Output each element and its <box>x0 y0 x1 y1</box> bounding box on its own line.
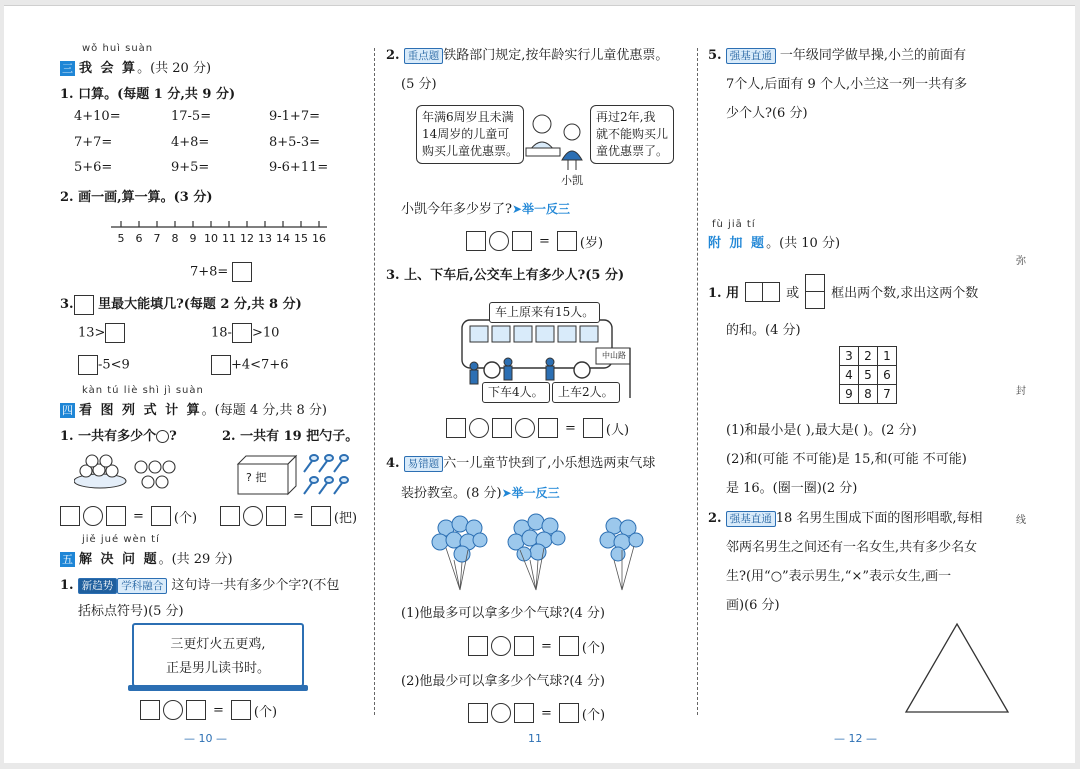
hidden-spoons-label: ? 把 <box>246 471 267 484</box>
operator-circle[interactable] <box>489 231 509 251</box>
equals-sign: = <box>539 233 550 249</box>
kid-name-label: 小凯 <box>561 174 583 187</box>
calc-item: 9-6+11= <box>269 160 329 175</box>
speech-bubble-kid <box>590 105 674 164</box>
calc-item: 8+5-3= <box>269 135 320 150</box>
section-pinyin: kàn tú liè shì jì suàn <box>82 385 204 396</box>
triangle-shape <box>902 620 1012 716</box>
unit-label: (个) <box>173 510 198 526</box>
get-on-label: 上车2人。 <box>552 382 620 403</box>
error-prone-tag: 易错题 <box>404 456 444 472</box>
section-header-3 <box>60 57 211 76</box>
trend-tag: 新趋势 <box>78 578 118 594</box>
question-text-cont: 画)(6 分) <box>726 598 780 613</box>
section-pinyin: wǒ huì suàn <box>82 43 154 54</box>
poem-card <box>132 623 304 687</box>
bonus-question-1 <box>708 274 978 309</box>
bus-stop-sign: 中山路 <box>602 351 626 360</box>
section-points: 。(共 10 分) <box>766 236 841 251</box>
section-number-mark: 三 <box>62 62 73 75</box>
horizontal-frame-icon <box>745 282 780 302</box>
question-text: 这句诗一共有多少个字?(不包 <box>171 578 340 593</box>
answer-box[interactable] <box>466 231 486 251</box>
equation-row <box>446 418 629 438</box>
question-points: (5 分) <box>401 77 437 92</box>
question-text: 框出两个数,求出这两个数 <box>831 286 979 301</box>
section-pinyin: fù jiā tí <box>712 219 756 230</box>
equation <box>190 262 252 282</box>
operator-circle[interactable] <box>491 636 511 656</box>
poem-card-base <box>128 685 308 691</box>
question-text: 装扮教室。(8 分) <box>401 486 502 501</box>
answer-box[interactable] <box>468 636 488 656</box>
section-number-mark: 四 <box>62 404 73 417</box>
answer-box[interactable] <box>266 506 286 526</box>
question-text-cont: 括标点符号)(5 分) <box>78 604 184 619</box>
equation-row <box>468 636 605 656</box>
number-line-label: 15 <box>294 232 308 245</box>
foundation-tag: 强基直通 <box>726 48 776 64</box>
answer-box[interactable] <box>140 700 160 720</box>
question-number: 2. <box>386 48 400 63</box>
question-end: ? <box>169 429 177 444</box>
answer-box[interactable] <box>514 636 534 656</box>
calc-item: 4+10= <box>74 109 121 124</box>
sub-question: (2)和(可能 不可能)是 15,和(可能 不可能) <box>726 452 967 467</box>
grid-cell[interactable]: 3 <box>840 347 859 366</box>
question-number: 2. <box>708 511 722 526</box>
equation-text: 7+8= <box>190 264 229 280</box>
answer-box[interactable] <box>220 506 240 526</box>
question-label: 2. 一共有 19 把勺子。 <box>222 429 359 444</box>
answer-box[interactable] <box>557 231 577 251</box>
grid-cell[interactable]: 4 <box>840 366 859 385</box>
operator-circle[interactable] <box>243 506 263 526</box>
equation-row <box>468 703 605 723</box>
question-text-cont <box>401 482 560 501</box>
foundation-tag: 强基直通 <box>726 511 776 527</box>
margin-char: 弥 <box>1016 256 1026 267</box>
operator-circle[interactable] <box>491 703 511 723</box>
equals-sign: = <box>133 508 144 524</box>
bubble-line: 年满6周岁且未满 <box>422 110 514 124</box>
number-grid <box>839 346 897 404</box>
practice-link[interactable]: ➤举一反三 <box>501 486 560 500</box>
question-text: 一年级同学做早操,小兰的前面有 <box>779 48 966 63</box>
question-label: 1. 口算。(每题 1 分,共 9 分) <box>60 87 236 102</box>
number-line-label: 13 <box>258 232 272 245</box>
margin-char: 封 <box>1016 386 1026 397</box>
practice-link[interactable]: ➤举一反三 <box>511 202 571 216</box>
unit-label: (个) <box>581 640 606 656</box>
bubble-line: 购买儿童优惠票。 <box>422 144 519 158</box>
inequality <box>78 355 130 375</box>
answer-box[interactable] <box>232 323 252 343</box>
number-line-label: 16 <box>312 232 326 245</box>
equals-sign: = <box>293 508 304 524</box>
answer-box[interactable] <box>211 355 231 375</box>
grid-cell[interactable]: 6 <box>878 366 897 385</box>
grid-cell[interactable]: 2 <box>859 347 878 366</box>
question-label <box>386 44 668 64</box>
question-text <box>401 198 570 217</box>
inequality-prefix: 18- <box>211 325 232 341</box>
apple-icon <box>156 430 169 443</box>
section-points: 。(每题 4 分,共 8 分) <box>201 403 327 418</box>
number-line-label: 5 <box>117 232 125 245</box>
grid-cell[interactable]: 1 <box>878 347 897 366</box>
answer-box[interactable] <box>106 506 126 526</box>
answer-box[interactable] <box>60 506 80 526</box>
calc-item: 5+6= <box>74 160 113 175</box>
section-header-5 <box>60 548 233 567</box>
section-title: 看 图 列 式 计 算 <box>79 403 202 418</box>
inequality <box>211 355 289 375</box>
question-text-cont: 的和。(4 分) <box>726 323 801 338</box>
fruit-illustration <box>74 449 194 499</box>
grid-cell[interactable]: 8 <box>859 385 878 404</box>
question-text: 或 <box>786 286 800 301</box>
operator-circle[interactable] <box>515 418 535 438</box>
balloon-bunches-illustration <box>424 510 664 592</box>
number-line-label: 9 <box>189 232 197 245</box>
section-number-mark: 五 <box>62 553 73 566</box>
bubble-line: 再过2年,我 <box>596 110 656 124</box>
answer-box[interactable] <box>231 700 251 720</box>
question-label <box>60 425 177 444</box>
section-header-4 <box>60 399 327 418</box>
answer-box[interactable] <box>232 262 252 282</box>
question-label <box>60 574 339 594</box>
bubble-line: 就不能购买儿 <box>596 127 669 141</box>
question-label <box>386 452 655 472</box>
answer-box[interactable] <box>559 636 579 656</box>
page-number: — 12 — <box>834 732 877 745</box>
inequality-prefix: 13> <box>78 325 106 341</box>
section-points: 。(共 20 分) <box>137 61 212 76</box>
section-title: 附 加 题 <box>708 236 767 251</box>
question-number: 3. <box>60 297 74 312</box>
page-number: — 10 — <box>184 732 227 745</box>
question-text-cont: 7个人,后面有 9 个人,小兰这一列一共有多 <box>726 77 968 92</box>
answer-box[interactable] <box>538 418 558 438</box>
column-divider <box>374 48 375 715</box>
grid-cell[interactable]: 5 <box>859 366 878 385</box>
number-line-label: 14 <box>276 232 290 245</box>
grid-cell[interactable]: 9 <box>840 385 859 404</box>
question-number: 1. <box>60 578 74 593</box>
question-text: 18 名男生围成下面的图形唱歌,每相 <box>775 511 983 526</box>
column-divider <box>697 48 698 715</box>
get-off-label: 下车4人。 <box>482 382 550 403</box>
ticket-clerk-and-boy-illustration <box>524 110 588 172</box>
answer-box[interactable] <box>105 323 125 343</box>
calc-item: 17-5= <box>171 109 212 124</box>
number-line-label: 11 <box>222 232 236 245</box>
sub-question: (2)他最少可以拿多少个气球?(4 分) <box>401 674 605 689</box>
question-text: 铁路部门规定,按年龄实行儿童优惠票。 <box>443 48 669 63</box>
section-title: 我 会 算 <box>79 61 138 76</box>
vertical-frame-icon <box>805 274 825 309</box>
answer-box[interactable] <box>512 231 532 251</box>
calc-item: 4+8= <box>171 135 210 150</box>
equation-row <box>220 506 357 526</box>
question-text: 里最大能填几?(每题 2 分,共 8 分) <box>98 297 302 312</box>
equals-sign: = <box>213 702 224 718</box>
question-text: 六一儿童节快到了,小乐想选两束气球 <box>443 456 656 471</box>
calc-item: 7+7= <box>74 135 113 150</box>
answer-box[interactable] <box>492 418 512 438</box>
answer-box[interactable] <box>583 418 603 438</box>
page-number: 11 <box>528 732 542 745</box>
bubble-line: 童优惠票了。 <box>596 144 669 158</box>
equals-sign: = <box>565 420 576 436</box>
operator-circle[interactable] <box>469 418 489 438</box>
unit-label: (个) <box>581 707 606 723</box>
answer-box[interactable] <box>311 506 331 526</box>
answer-box[interactable] <box>468 703 488 723</box>
question-label <box>708 44 966 64</box>
sub-question: (1)和最小是( ),最大是( )。(2 分) <box>726 423 917 438</box>
number-line-label: 6 <box>135 232 143 245</box>
section-points: 。(共 29 分) <box>158 552 233 567</box>
bus-top-label: 车上原来有15人。 <box>489 302 600 323</box>
answer-box[interactable] <box>186 700 206 720</box>
question-label-3 <box>60 293 302 315</box>
inequality-suffix: -5<9 <box>98 357 130 373</box>
answer-box[interactable] <box>514 703 534 723</box>
unit-label: (人) <box>605 422 630 438</box>
section-title: 解 决 问 题 <box>79 552 159 567</box>
grid-cell[interactable]: 7 <box>878 385 897 404</box>
equation-row <box>140 700 277 720</box>
key-question-tag: 重点题 <box>404 48 444 64</box>
operator-circle[interactable] <box>83 506 103 526</box>
answer-box[interactable] <box>559 703 579 723</box>
margin-char: 线 <box>1016 515 1026 526</box>
calc-item: 9+5= <box>171 160 210 175</box>
question-text-cont: 邻两名男生之间还有一名女生,共有多少名女 <box>726 540 978 555</box>
calc-item: 9-1+7= <box>269 109 320 124</box>
inequality <box>78 323 125 343</box>
unit-label: (把) <box>333 510 358 526</box>
question-label: 3. 上、下车后,公交车上有多少人?(5 分) <box>386 268 625 283</box>
inequality-suffix: +4<7+6 <box>231 357 289 373</box>
number-line-label: 7 <box>153 232 161 245</box>
number-line-label: 8 <box>171 232 179 245</box>
question-text: 1. 用 <box>708 286 740 301</box>
inequality-suffix: >10 <box>251 325 280 341</box>
subject-tag: 学科融合 <box>117 578 167 594</box>
question-text: 小凯今年多少岁了? <box>401 202 512 217</box>
sub-question: (1)他最多可以拿多少个气球?(4 分) <box>401 606 605 621</box>
question-text-cont: 少个人?(6 分) <box>726 106 808 121</box>
worksheet-page <box>4 5 1075 763</box>
operator-circle[interactable] <box>163 700 183 720</box>
unit-label: (个) <box>253 704 278 720</box>
question-label <box>708 507 983 527</box>
number-line-label: 12 <box>240 232 254 245</box>
number-line-label: 10 <box>204 232 218 245</box>
bonus-section-header <box>708 232 840 251</box>
poem-line: 正是男儿读书时。 <box>165 661 270 676</box>
speech-bubble-rule <box>416 105 524 164</box>
unit-label: (岁) <box>579 235 604 251</box>
question-number: 5. <box>708 48 722 63</box>
equals-sign: = <box>541 705 552 721</box>
question-label: 2. 画一画,算一算。(3 分) <box>60 190 213 205</box>
section-pinyin: jiě jué wèn tí <box>82 534 160 545</box>
equation-row <box>60 506 197 526</box>
answer-box[interactable] <box>78 355 98 375</box>
answer-box[interactable] <box>74 295 94 315</box>
equals-sign: = <box>541 638 552 654</box>
poem-line: 三更灯火五更鸡, <box>170 637 266 652</box>
question-text: 1. 一共有多少个 <box>60 429 157 444</box>
answer-box[interactable] <box>446 418 466 438</box>
question-text-cont: 生?(用“○”表示男生,“×”表示女生,画一 <box>726 569 952 584</box>
answer-box[interactable] <box>151 506 171 526</box>
question-number: 4. <box>386 456 400 471</box>
sub-question: 是 16。(圈一圈)(2 分) <box>726 481 858 496</box>
inequality <box>211 323 279 343</box>
equation-row <box>466 231 603 251</box>
number-line-labels <box>109 232 329 248</box>
bubble-line: 14周岁的儿童可 <box>422 127 510 141</box>
